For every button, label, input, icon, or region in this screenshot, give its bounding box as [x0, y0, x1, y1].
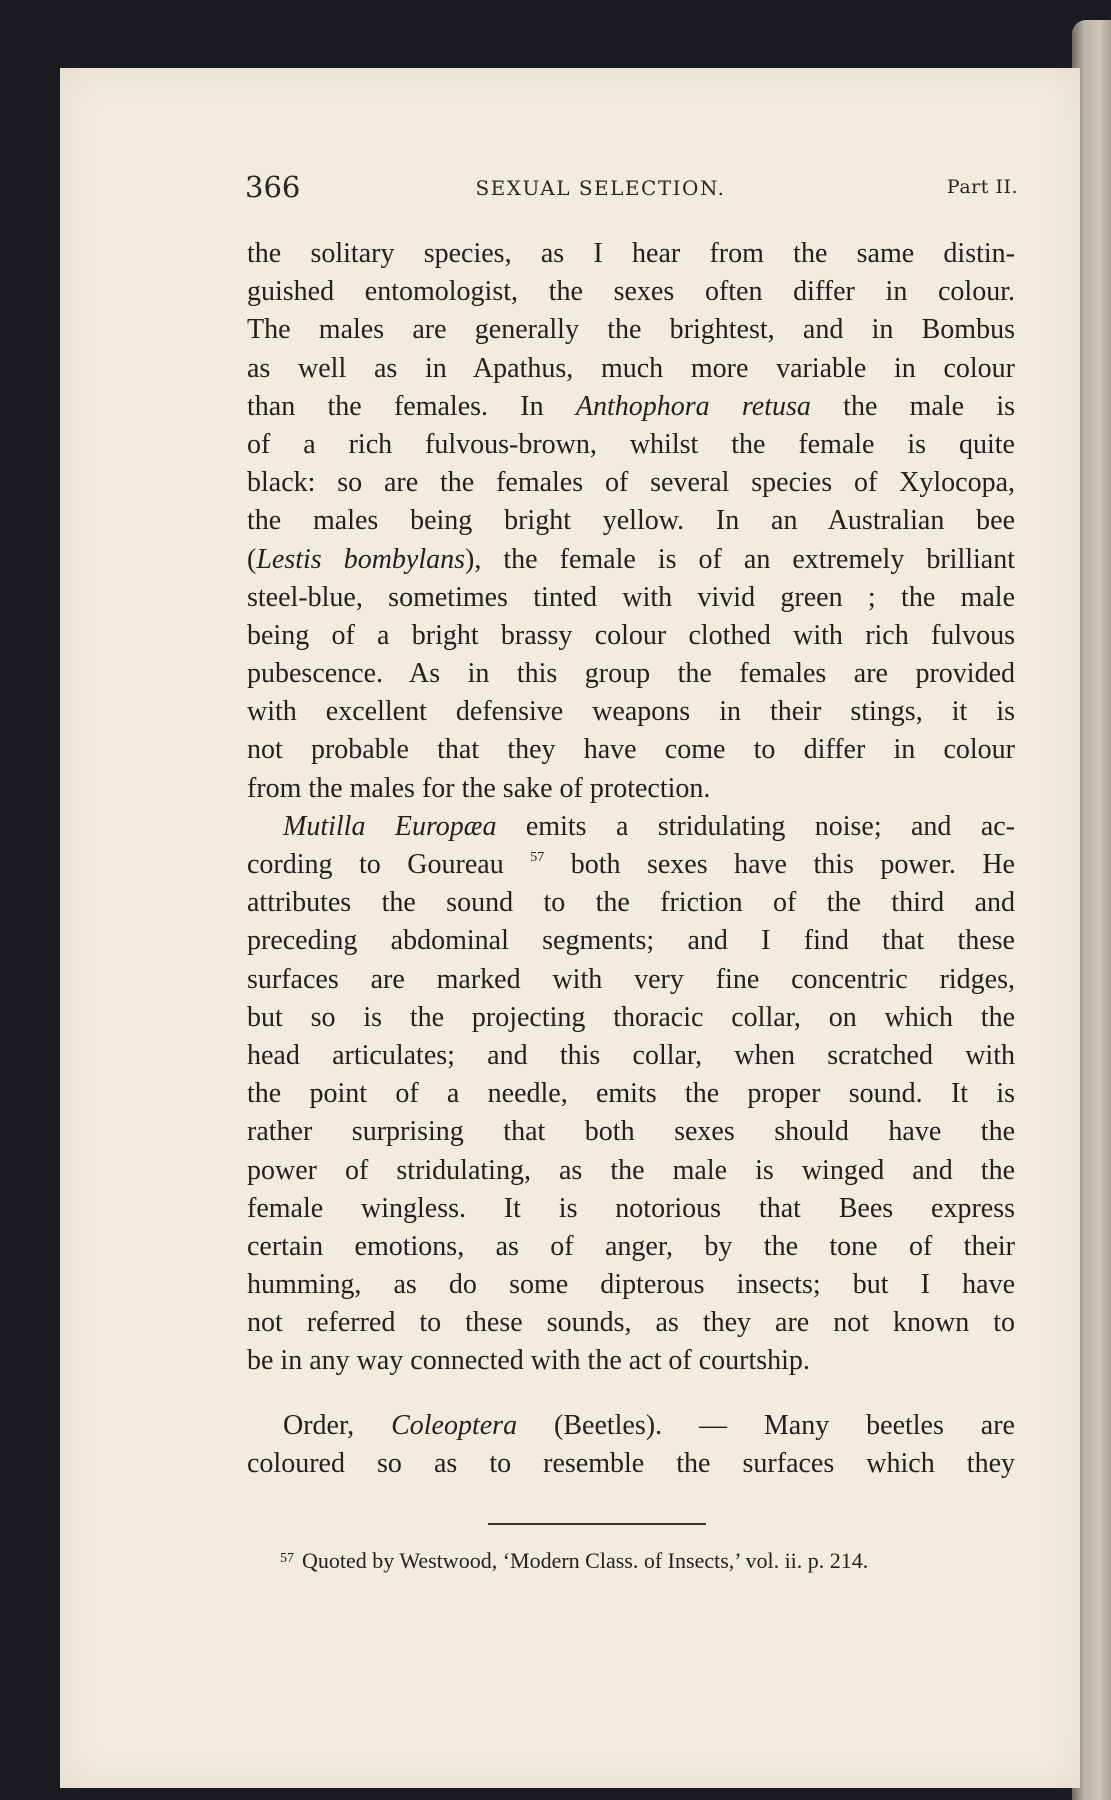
text-line: certain emotions, as of anger, by the tone of their [247, 1230, 1015, 1262]
text-line: pubescence. As in this group the females are provided [247, 658, 1015, 690]
text-line: the point of a needle, emits the proper sound. It is [247, 1078, 1015, 1110]
footnote-number: 57 [280, 1551, 294, 1566]
text-line: female wingless. It is notorious that Bees express [247, 1192, 1015, 1224]
text-line: (Lestis bombylans), the female is of an extremely brilliant [247, 543, 1015, 575]
part-label: Part II. [946, 176, 1018, 198]
text-line: as well as in Apathus, much more variable in colour [247, 352, 1015, 384]
text-line: be in any way connected with the act of courtship. [247, 1345, 810, 1377]
text-line: black: so are the females of several species of Xylocopa, [247, 467, 1015, 499]
text-line: Order, Coleoptera (Beetles). — Many beetles are [283, 1409, 1015, 1441]
page-header [183, 170, 1018, 206]
text-line: humming, as do some dipterous insects; but I have [247, 1269, 1015, 1301]
footnote-rule [488, 1523, 706, 1525]
text-line: The males are generally the brightest, and in Bombus [247, 314, 1015, 346]
footnote [280, 1548, 1000, 1574]
text-line: not referred to these sounds, as they are not known to [247, 1307, 1015, 1339]
text-line: the solitary species, as I hear from the same distin- [247, 238, 1015, 269]
text-line: coloured so as to resemble the surfaces which they [247, 1447, 1015, 1479]
text-line: being of a bright brassy colour clothed with rich fulvous [247, 619, 1015, 651]
text-line: cording to Goureau $^{57}$ both sexes have this power. He [247, 849, 1015, 880]
text-line: not probable that they have come to differ in colour [247, 734, 1015, 766]
text-line: from the males for the sake of protection. [247, 772, 711, 804]
text-line: attributes the sound to the friction of the third and [247, 887, 1015, 919]
running-title: SEXUAL SELECTION. [475, 176, 726, 200]
text-line: preceding abdominal segments; and I find that these [247, 925, 1015, 957]
paragraph-gap [247, 1381, 1015, 1407]
text-line: with excellent defensive weapons in their stings, it is [247, 696, 1015, 728]
text-line: of a rich fulvous-brown, whilst the female is quite [247, 428, 1015, 460]
text-line: than the females. In Anthophora retusa the male is [247, 390, 1015, 422]
text-line: steel-blue, sometimes tinted with vivid green ; the male [247, 581, 1015, 613]
text-line: rather surprising that both sexes should have the [247, 1116, 1015, 1148]
text-line: head articulates; and this collar, when scratched with [247, 1039, 1015, 1071]
page-number: 366 [245, 170, 301, 204]
text-line: the males being bright yellow. In an Australian bee [247, 505, 1015, 537]
text-line: Mutilla Europæa emits a stridulating noise; and ac- [283, 810, 1016, 842]
body-text [247, 235, 1015, 1483]
text-line: power of stridulating, as the male is winged and the [247, 1154, 1015, 1186]
text-line: surfaces are marked with very fine concentric ridges, [247, 963, 1015, 995]
text-line: guished entomologist, the sexes often differ in colour. [247, 276, 1015, 308]
footnote-text: Quoted by Westwood, ‘Modern Class. of Insects,’ vol. ii. p. 214. [302, 1548, 869, 1573]
text-line: but so is the projecting thoracic collar, on which the [247, 1001, 1015, 1033]
